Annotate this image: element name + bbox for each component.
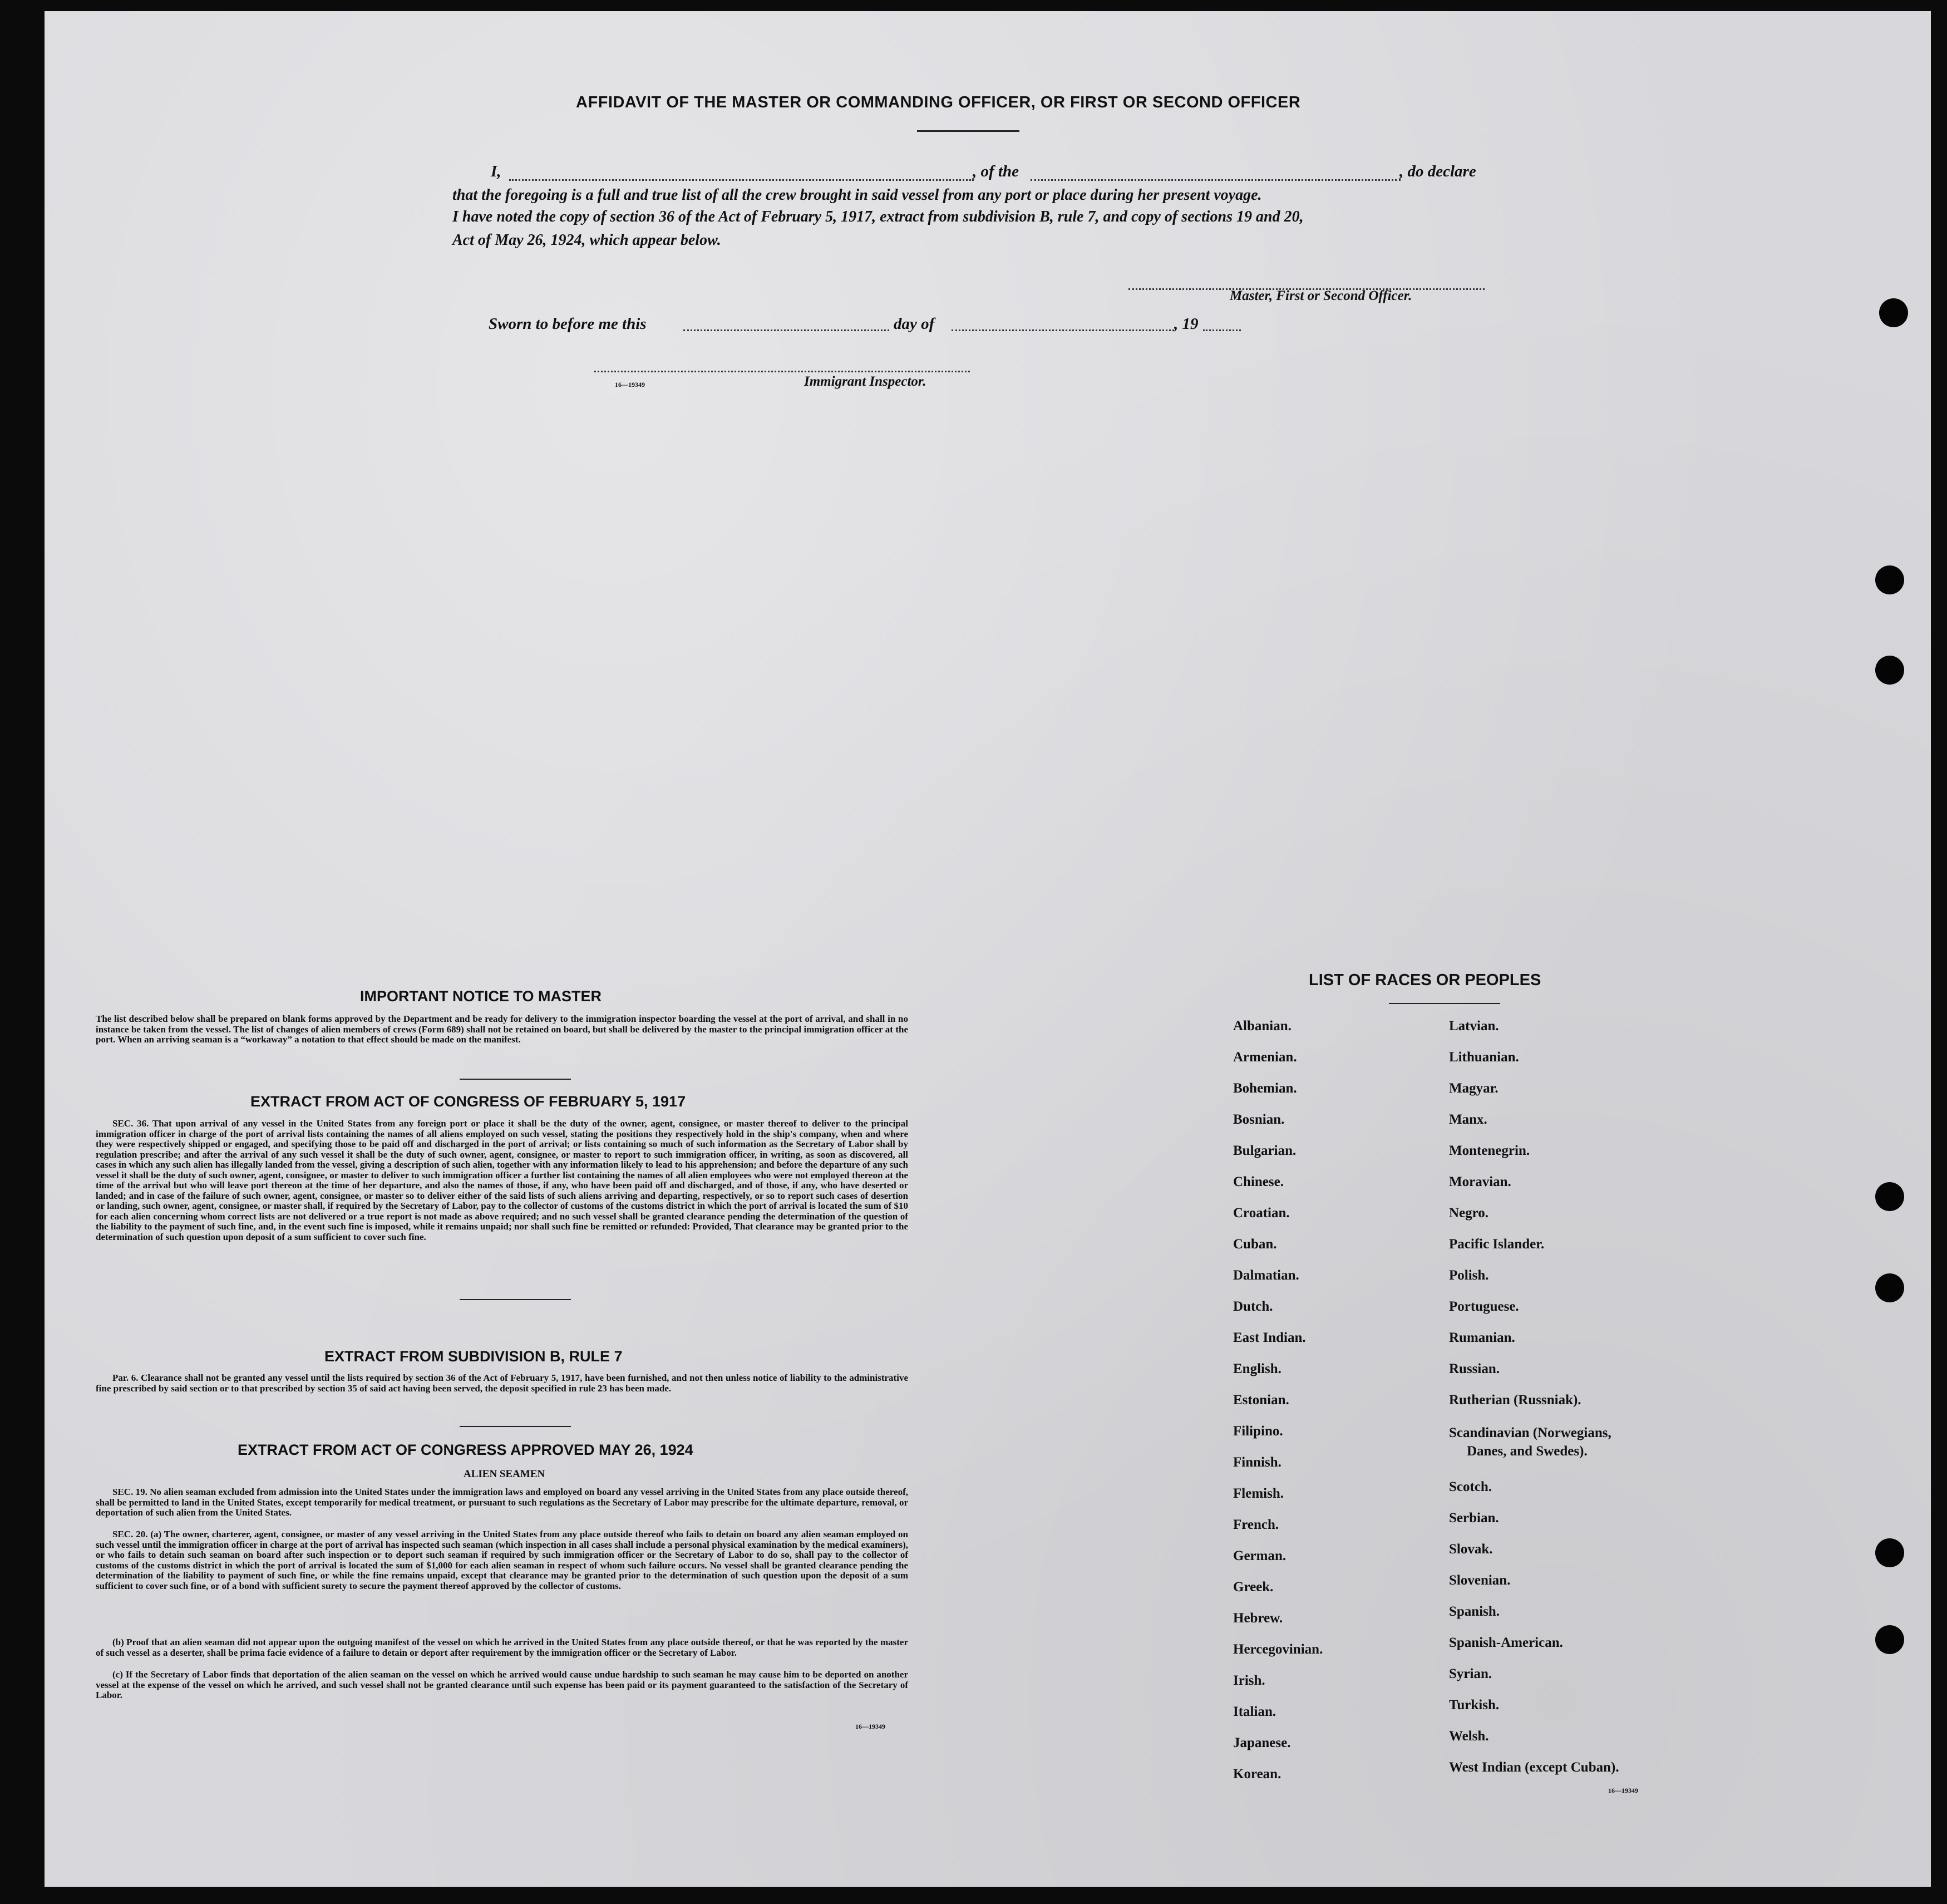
- extract-1917-body: SEC. 36. That upon arrival of any vessel in the United States from any foreign port or place it shall be the duty of the owner, agent, consignee, or master thereof to deliver to the principal immigration officer in charge of the port of arrival lists containing the names of all aliens employed on such vessel, stating the positions they respectively hold in the ship's company, when and where they were respectively shipped or engaged, and specifying those to be paid off and discharged in the port of arrival; or lists containing so much of such information as the Secretary of Labor shall by regulation prescribe; and after the arrival of any such vessel it shall be the duty of such owner, agent, consignee, or master to report to such immigration officer, in writing, as soon as discovered, all cases in which any such alien has illegally landed from the vessel, giving a description of such alien, together with any information likely to lead to his apprehension; and before the departure of any such vessel it shall be the duty of such owner, agent, consignee, or master to deliver to such immigration officer a further list containing the names of all alien employees who were not employed thereon at the time of the arrival but who will leave port thereon at the time of her departure, and also the names of those, if any, who have been paid off and discharged, and of those, if any, who have deserted or landed; and in case of the failure of such owner, agent, consignee, or master so to deliver either of the said lists of such aliens arriving and departing, respectively, or so to report such cases of desertion or landing, such owner, agent, consignee, or master shall, if required by the Secretary of Labor, pay to the collector of customs of the customs district in which the port of arrival is located the sum of $10 for each alien concerning whom correct lists are not delivered or a true report is not made as above required; and no such vessel shall be granted clearance pending the determination of the question of the liability to the payment of such fine, and, in the event such fine is imposed, while it remains unpaid; nor shall such fine be remitted or refunded: Provided, That clearance may be granted prior to the determination of such question upon deposit of a sum sufficient to cover such fine.: [96, 1118, 908, 1242]
- punch-hole: [1875, 656, 1904, 685]
- race-item: Russian.: [1449, 1361, 1500, 1376]
- race-item: Rumanian.: [1449, 1330, 1515, 1345]
- race-item: Hebrew.: [1233, 1611, 1283, 1626]
- race-item: Hercegovinian.: [1233, 1642, 1323, 1657]
- race-item-multiline: [1449, 1424, 1619, 1479]
- race-item: Lithuanian.: [1449, 1050, 1519, 1065]
- races-left-column: [1233, 1019, 1323, 1798]
- form-number-top: 16—19349: [615, 381, 645, 388]
- punch-hole: [1875, 1182, 1904, 1211]
- race-item: Croatian.: [1233, 1206, 1290, 1221]
- races-title-underline: [1389, 1003, 1500, 1004]
- race-item: Filipino.: [1233, 1424, 1283, 1439]
- extract-1924-sec20a: SEC. 20. (a) The owner, charterer, agent, consignee, or master of any vessel arriving in the United States from any place outside thereof who fails to detain on board any alien seaman employed on such vessel until the immigration officer in charge at the port of arrival has inspected such seaman (which inspection in all cases shall include a personal physical examination by the medical examiners), or who fails to detain such seaman on board after such inspection or to deport such seaman if required by such immigration officer or the Secretary of Labor to do so, shall pay to the collector of customs of the customs district in which the port of arrival is located the sum of $1,000 for each alien seaman in respect of whom such failure occurs. No vessel shall be granted clearance pending the determination of the liability to payment of such fine, or while the fine remains unpaid, except that clearance may be granted prior to the determination of such question upon the deposit of a sum sufficient to cover such fine, or of a bond with sufficient surety to secure the payment thereof approved by the collector of customs.: [96, 1529, 908, 1591]
- race-item: Rutherian (Russniak).: [1449, 1393, 1581, 1408]
- punch-hole: [1875, 565, 1904, 594]
- subdivision-b-title: EXTRACT FROM SUBDIVISION B, RULE 7: [324, 1348, 623, 1365]
- extract-1924-subtitle: ALIEN SEAMEN: [464, 1468, 545, 1480]
- race-item: Dalmatian.: [1233, 1268, 1299, 1283]
- extract-1924-sec20c: (c) If the Secretary of Labor finds that deportation of the alien seaman on the vessel on which he arrived would cause undue hardship to such seaman he may cause him to be deported on another vessel at the expense of the vessel on which he arrived, and such vessel shall not be granted clearance until such expense has been paid or its payment guaranteed to the satisfaction of the Secretary of Labor.: [96, 1669, 908, 1700]
- race-item: Montenegrin.: [1449, 1143, 1530, 1158]
- race-item: Armenian.: [1233, 1050, 1297, 1065]
- affidavit-title: AFFIDAVIT OF THE MASTER OR COMMANDING OFFICER, OR FIRST OR SECOND OFFICER: [576, 94, 1301, 111]
- sworn-year-label: , 19: [1174, 315, 1199, 333]
- race-item: West Indian (except Cuban).: [1449, 1760, 1619, 1775]
- races-title: LIST OF RACES OR PEOPLES: [1309, 971, 1541, 989]
- sworn-day-field[interactable]: [683, 329, 889, 331]
- divider: [460, 1299, 571, 1300]
- race-item: Moravian.: [1449, 1174, 1511, 1189]
- race-item: Bohemian.: [1233, 1081, 1297, 1096]
- affidavit-line-2: that the foregoing is a full and true list of all the crew brought in said vessel from any port or place during her present voyage.: [452, 186, 1262, 204]
- race-item: Greek.: [1233, 1580, 1274, 1595]
- race-item: Estonian.: [1233, 1393, 1289, 1408]
- race-item: French.: [1233, 1517, 1279, 1532]
- race-item: Cuban.: [1233, 1237, 1277, 1252]
- race-item: Slovak.: [1449, 1542, 1493, 1557]
- punch-hole: [1875, 1273, 1904, 1302]
- sworn-day-of-label: day of: [894, 315, 935, 333]
- race-item: Dutch.: [1233, 1299, 1273, 1314]
- declare-label: , do declare: [1399, 163, 1476, 180]
- race-item: English.: [1233, 1361, 1281, 1376]
- subdivision-b-body: Par. 6. Clearance shall not be granted any vessel until the lists required by section 36 of the Act of February 5, 1917, have been furnished, and not then unless notice of liability to the administrative fine prescribed by said section or to that prescribed by section 35 of said act having been served, the deposit specified in rule 23 has been made.: [96, 1372, 908, 1394]
- race-item: Spanish-American.: [1449, 1635, 1563, 1650]
- race-item: Welsh.: [1449, 1729, 1489, 1744]
- divider: [460, 1079, 571, 1080]
- race-item: Scandinavian (Norwegians,: [1449, 1425, 1611, 1440]
- extract-1924-sec19: SEC. 19. No alien seaman excluded from admission into the United States under the immigration laws and employed on board any vessel arriving in the United States from any place outside thereof, shall be permitted to land in the United States, except temporarily for medical treatment, or pursuant to such regulations as the Secretary of Labor may prescribe for the ultimate departure, removal, or deportation of such alien from the United States.: [96, 1487, 908, 1518]
- race-item: Albanian.: [1233, 1019, 1292, 1034]
- form-number-right: 16—19349: [1608, 1787, 1638, 1794]
- race-item: Italian.: [1233, 1704, 1276, 1719]
- form-page: [45, 11, 1931, 1887]
- inspector-label: Immigrant Inspector.: [804, 374, 926, 389]
- race-item: Turkish.: [1449, 1698, 1500, 1713]
- race-item: Spanish.: [1449, 1604, 1500, 1619]
- of-the-label: , of the: [973, 163, 1019, 180]
- race-item: Scotch.: [1449, 1479, 1492, 1494]
- race-item: Korean.: [1233, 1767, 1281, 1782]
- race-item: Portuguese.: [1449, 1299, 1519, 1314]
- inspector-signature-field[interactable]: [594, 371, 970, 372]
- extract-1924-title: EXTRACT FROM ACT OF CONGRESS APPROVED MAY 26, 1924: [238, 1441, 693, 1458]
- sworn-month-field[interactable]: [952, 329, 1174, 331]
- race-item: German.: [1233, 1548, 1287, 1563]
- race-item: Latvian.: [1449, 1019, 1499, 1034]
- officer-signature-label: Master, First or Second Officer.: [1230, 288, 1412, 303]
- race-item: Irish.: [1233, 1673, 1265, 1688]
- sworn-year-field[interactable]: [1203, 329, 1241, 331]
- affidavit-line-4: Act of May 26, 1924, which appear below.: [452, 232, 721, 249]
- race-item: Chinese.: [1233, 1174, 1284, 1189]
- race-item: Bulgarian.: [1233, 1143, 1297, 1158]
- race-item: Danes, and Swedes).: [1467, 1444, 1588, 1459]
- extract-1917-title: EXTRACT FROM ACT OF CONGRESS OF FEBRUARY 5, 1917: [250, 1093, 686, 1110]
- race-item: East Indian.: [1233, 1330, 1306, 1345]
- punch-hole: [1875, 1538, 1904, 1567]
- affidavit-line-3: I have noted the copy of section 36 of the Act of February 5, 1917, extract from subdivision B, rule 7, and copy of sections 19 and 20,: [452, 208, 1304, 225]
- races-right-column: [1449, 1019, 1619, 1791]
- punch-hole: [1879, 298, 1908, 327]
- sworn-prefix: Sworn to before me this: [489, 315, 647, 333]
- race-item: Manx.: [1449, 1112, 1487, 1127]
- race-item: Serbian.: [1449, 1511, 1499, 1526]
- race-item: Japanese.: [1233, 1735, 1291, 1750]
- declarant-prefix: I,: [491, 163, 501, 180]
- punch-hole: [1875, 1625, 1904, 1654]
- notice-title: IMPORTANT NOTICE TO MASTER: [360, 988, 602, 1005]
- race-item: Finnish.: [1233, 1455, 1281, 1470]
- form-number-left: 16—19349: [855, 1723, 885, 1730]
- title-underline: [917, 130, 1019, 132]
- race-item: Magyar.: [1449, 1081, 1499, 1096]
- notice-body: The list described below shall be prepared on blank forms approved by the Department and be ready for delivery to the immigration inspector boarding the vessel at the port of arrival, and shall in no instance be taken from the vessel. The list of changes of alien members of crews (Form 689) shall not be retained on board, but shall be delivered by the master to the principal immigration officer at the port. When an arriving seaman is a “workaway” a notation to that effect should be made on the manifest.: [96, 1014, 908, 1045]
- race-item: Negro.: [1449, 1206, 1489, 1221]
- race-item: Syrian.: [1449, 1666, 1492, 1681]
- race-item: Pacific Islander.: [1449, 1237, 1545, 1252]
- race-item: Bosnian.: [1233, 1112, 1285, 1127]
- race-item: Polish.: [1449, 1268, 1489, 1283]
- declarant-name-field[interactable]: [509, 179, 974, 181]
- extract-1924-sec20b: (b) Proof that an alien seaman did not appear upon the outgoing manifest of the vessel on which he arrived in the United States from any place outside thereof, or that he was reported by the master of such vessel as a deserter, shall be prima facie evidence of a failure to detain or deport after requirement by the immigration officer or the Secretary of Labor.: [96, 1637, 908, 1658]
- divider: [460, 1426, 571, 1427]
- vessel-name-field[interactable]: [1031, 179, 1401, 181]
- race-item: Flemish.: [1233, 1486, 1284, 1501]
- race-item: Slovenian.: [1449, 1573, 1511, 1588]
